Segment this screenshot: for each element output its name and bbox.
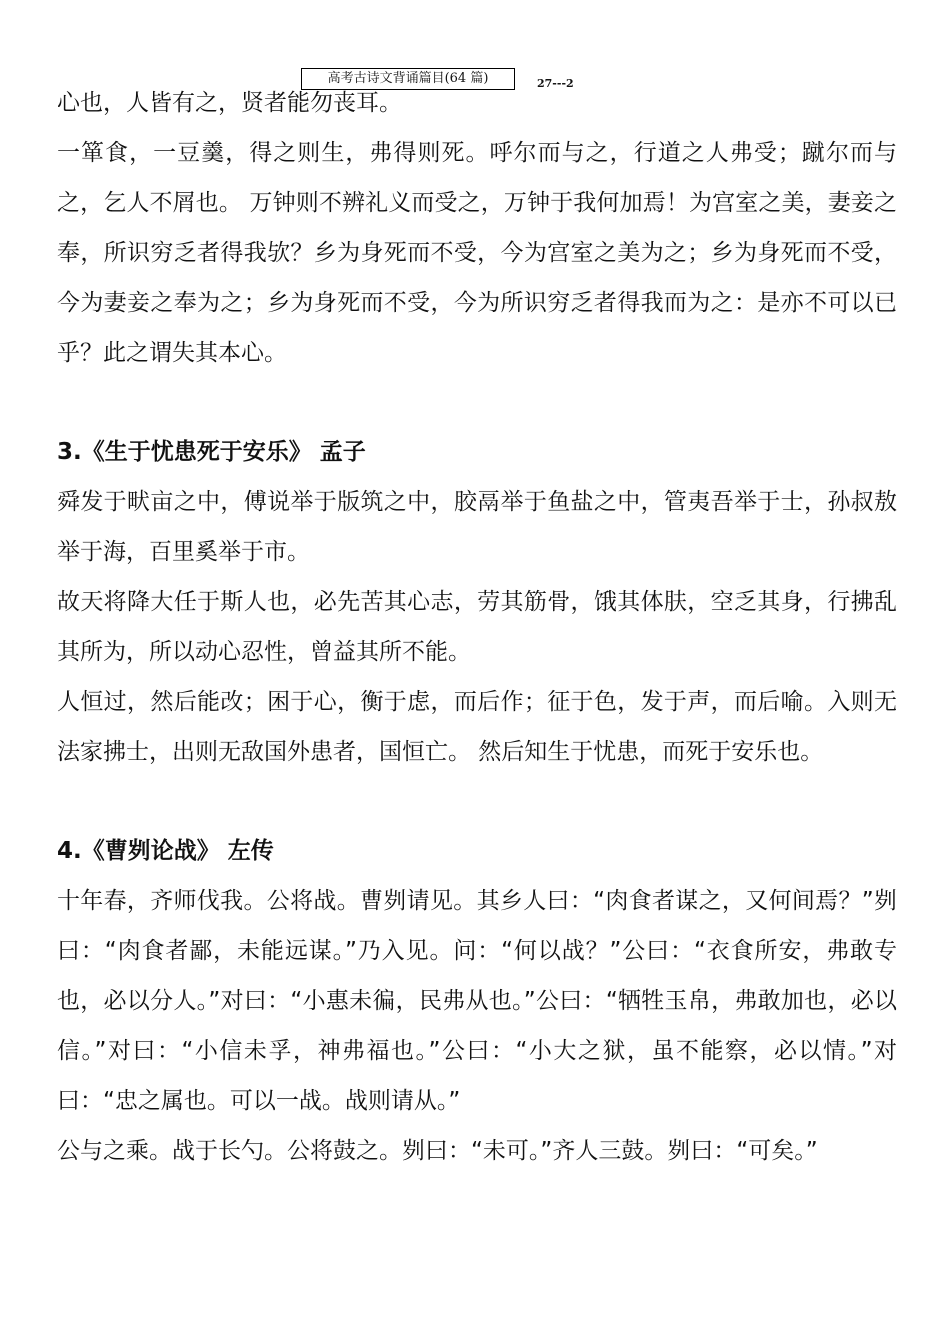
paragraph: 人恒过，然后能改；困于心，衡于虑，而后作；征于色，发于声，而后喻。入则无法家拂士，出则无敌国外患者，国恒亡。 然后知生于忧患，而死于安乐也。: [57, 689, 897, 765]
section-heading: 4.《曹刿论战》 左传: [57, 838, 274, 864]
paragraph: 十年春，齐师伐我。公将战。曹刿请见。其乡人曰：“肉食者谋之，又何间焉？”刿曰：“肉食者鄙，未能远谋。”乃入见。问：“何以战？”公曰：“衣食所安，弗敢专也，必以分人。”对曰：“小惠未徧，民弗从也。”公曰：“牺牲玉帛，弗敢加也，必以信。”对曰：“小信未孚，神弗福也。”公曰：“小大之狱，虽不能察，必以情。”对曰：“忠之属也。可以一战。战则请从。”: [57, 888, 897, 1114]
page-number: 27---2: [537, 77, 574, 90]
section-cao-gui-lun-zhan: [57, 826, 897, 1176]
document-body: [57, 78, 897, 1176]
section-yu-wo-suo-yu-continued: [57, 78, 897, 378]
section-spacer: [57, 378, 897, 427]
paragraph: 舜发于畎亩之中，傅说举于版筑之中，胶鬲举于鱼盐之中，管夷吾举于士，孙叔敖举于海，百里奚举于市。: [57, 489, 897, 565]
paragraph: 公与之乘。战于长勺。公将鼓之。刿曰：“未可。”齐人三鼓。刿曰：“可矣。”: [57, 1138, 818, 1164]
document-header-title: 高考古诗文背诵篇目(64 篇): [301, 68, 515, 90]
paragraph: 一箪食，一豆羹，得之则生，弗得则死。呼尔而与之，行道之人弗受；蹴尔而与之，乞人不屑也。 万钟则不辨礼义而受之，万钟于我何加焉！为宫室之美，妻妾之奉，所识穷乏者得我欤？乡为身死而不受，今为宫室之美为之；乡为身死而不受，今为妻妾之奉为之；乡为身死而不受，今为所识穷乏者得我而为之：是亦不可以已乎？此之谓失其本心。: [57, 140, 897, 366]
paragraph: 故天将降大任于斯人也，必先苦其心志，劳其筋骨，饿其体肤，空乏其身，行拂乱其所为，所以动心忍性，曾益其所不能。: [57, 589, 897, 665]
section-spacer: [57, 777, 897, 826]
paragraph: 心也，人皆有之，贤者能勿丧耳。: [57, 90, 402, 116]
section-sheng-yu-you-huan: [57, 427, 897, 777]
section-heading: 3.《生于忧患死于安乐》 孟子: [57, 439, 366, 465]
